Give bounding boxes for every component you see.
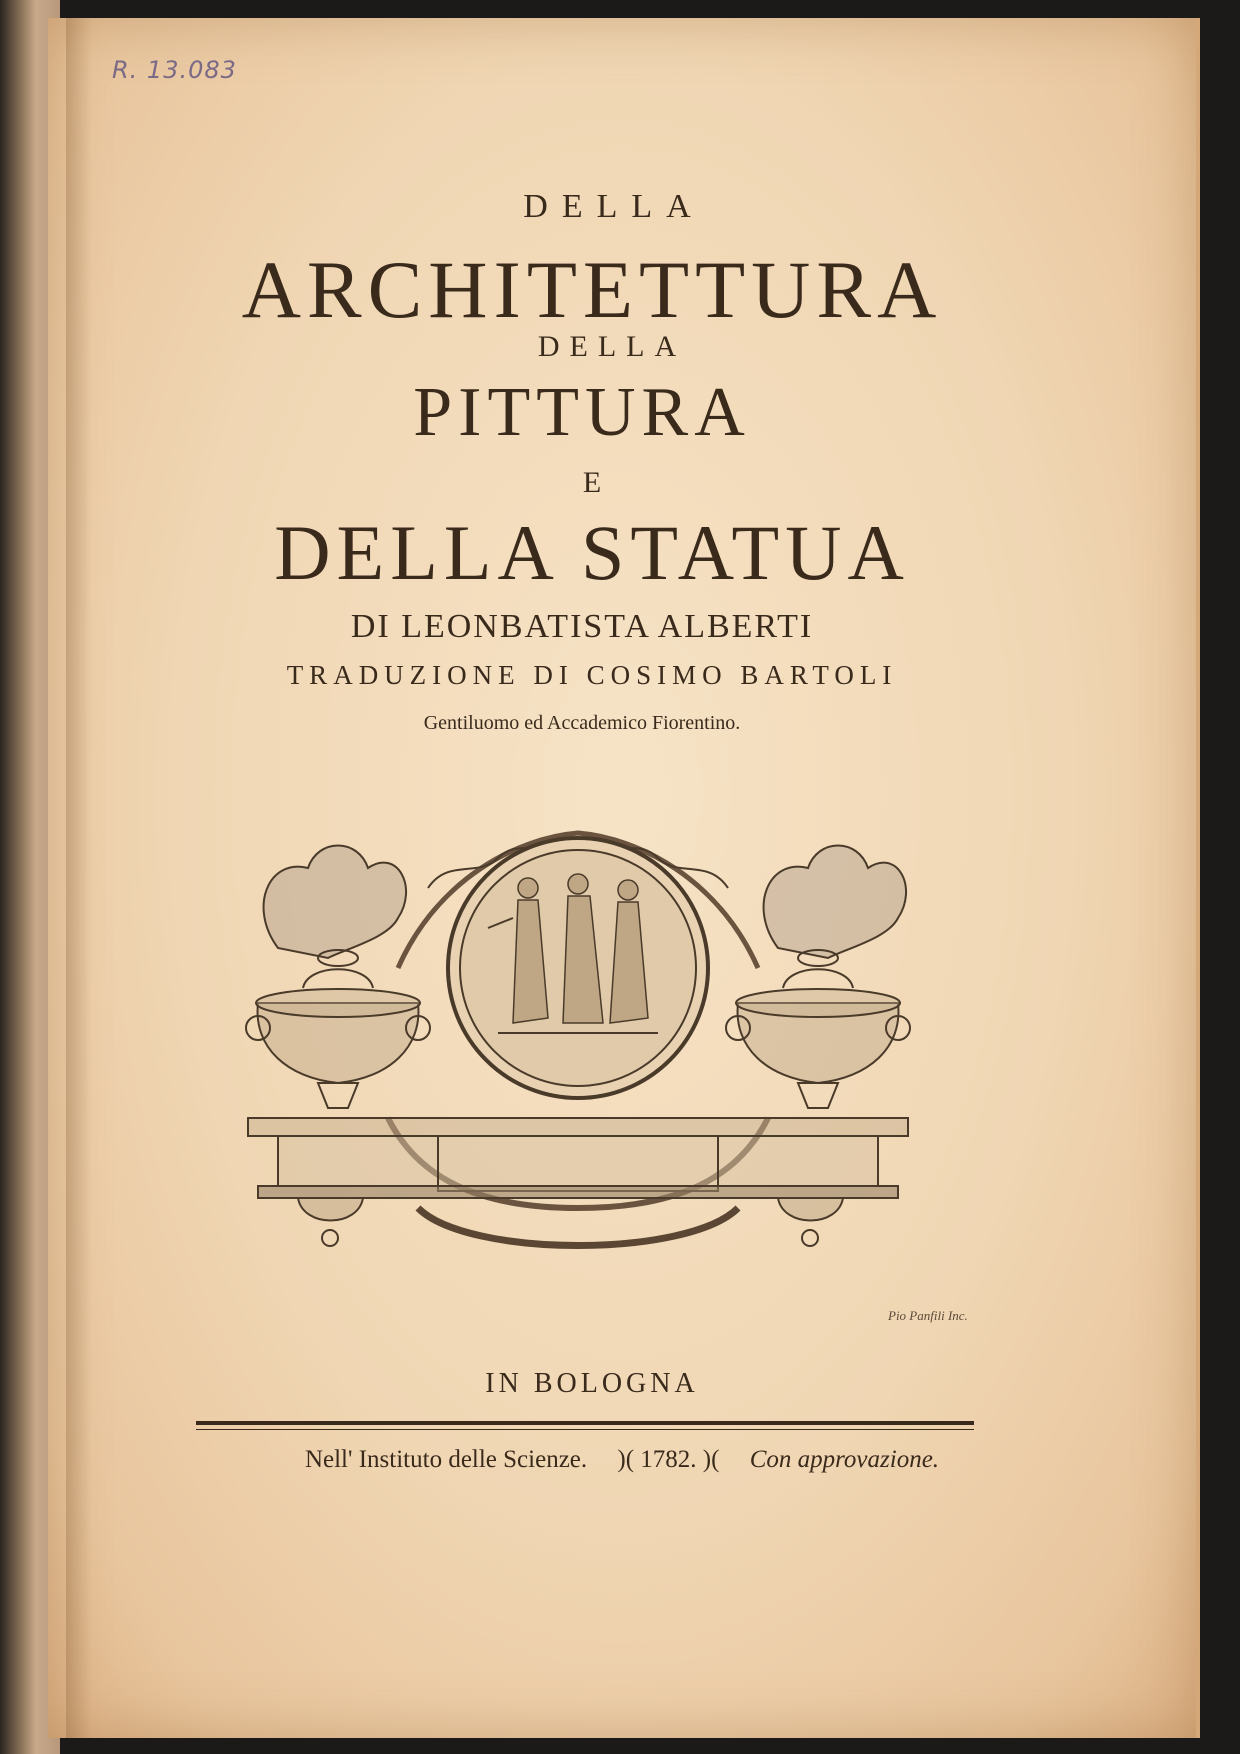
double-rule-thick <box>196 1421 974 1425</box>
imprint-place: IN BOLOGNA <box>485 1368 699 1399</box>
engraver-signature: Pio Panfili Inc. <box>888 1308 968 1323</box>
translator-line: TRADUZIONE DI COSIMO BARTOLI <box>286 660 898 690</box>
title-line-2: ARCHITETTURA <box>241 244 943 335</box>
imprint-year: )( 1782. )( <box>617 1446 720 1473</box>
author-line: DI LEONBATISTA ALBERTI <box>350 608 814 645</box>
title-line-5: E <box>582 466 602 499</box>
translator-description: Gentiluomo ed Accademico Fiorentino. <box>423 712 741 734</box>
title-line-3: DELLA <box>537 330 687 363</box>
imprint-approval: Con approvazione. <box>749 1446 940 1473</box>
title-line-1: DELLA <box>523 188 705 225</box>
imprint-publisher: Nell' Instituto delle Scienze. <box>304 1446 588 1473</box>
shelfmark: R. 13.083 <box>112 56 237 84</box>
double-rule-thin <box>196 1429 974 1430</box>
title-page <box>48 18 1200 1738</box>
title-line-4: PITTURA <box>413 374 751 451</box>
engraved-vignette <box>218 818 938 1318</box>
title-line-6: DELLA STATUA <box>274 509 910 596</box>
imprint-line <box>48 1446 1196 1474</box>
